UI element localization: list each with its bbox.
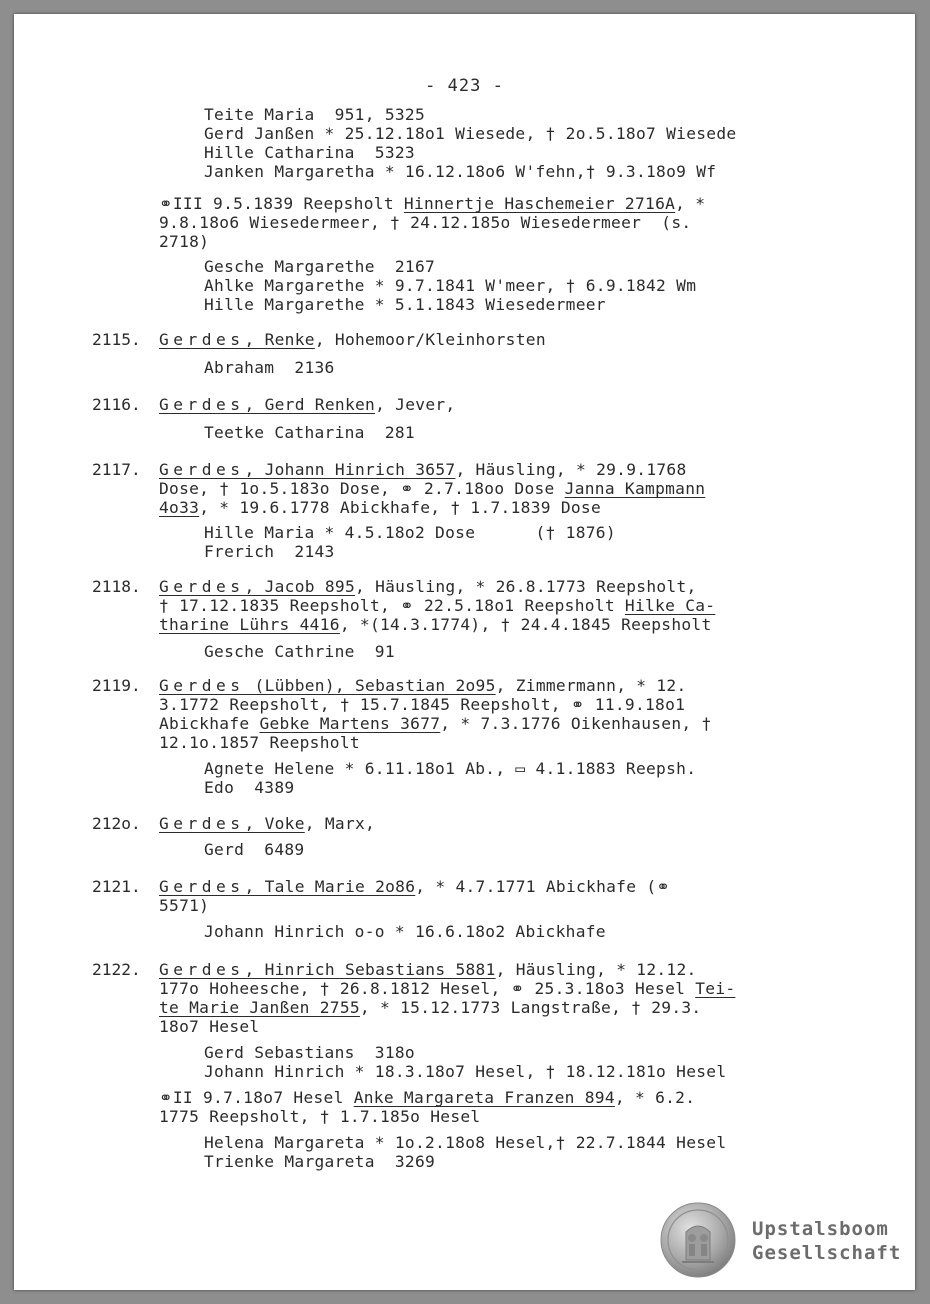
given-name: , Renke bbox=[244, 330, 315, 349]
entry-text bbox=[159, 615, 712, 635]
entry-text: , Häusling, * 29.9.1768 bbox=[455, 460, 687, 479]
given-name: (Lübben), Sebastian 2o95 bbox=[244, 676, 496, 695]
entry-text: , Häusling, * 12.12. bbox=[495, 960, 697, 979]
entry-text: , * 7.3.1776 Oikenhausen, † bbox=[440, 714, 712, 733]
child-line: Johann Hinrich o-o * 16.6.18o2 Abickhafe bbox=[204, 922, 606, 941]
society-name bbox=[752, 1217, 901, 1265]
surname: Gerdes bbox=[159, 814, 245, 833]
child-line: Ahlke Margarethe * 9.7.1841 W'meer, † 6.9.1842 Wm bbox=[204, 276, 697, 295]
page-number: - 423 - bbox=[425, 76, 504, 96]
surname: Gerdes bbox=[159, 577, 245, 596]
entry-number: 2122. bbox=[92, 960, 141, 979]
entry-text: , * 15.12.1773 Langstraße, † 29.3. bbox=[359, 998, 702, 1017]
marriage-text: ⚭II 9.7.18o7 Hesel bbox=[159, 1088, 354, 1107]
surname: Gerdes bbox=[159, 460, 245, 479]
entry-text bbox=[159, 479, 705, 499]
entry-text: 177o Hoheesche, † 26.8.1812 Hesel, ⚭ 25.3.18o3 Hesel bbox=[159, 979, 696, 998]
society-seal-icon bbox=[660, 1202, 736, 1278]
child-line: Gesche Cathrine 91 bbox=[204, 642, 395, 661]
marriage-text: ⚭III 9.5.1839 Reepsholt bbox=[159, 194, 404, 213]
entry-text bbox=[159, 714, 712, 734]
child-line: Helena Margareta * 1o.2.18o8 Hesel,† 22.7.1844 Hesel bbox=[204, 1133, 727, 1152]
child-line: Teite Maria 951, 5325 bbox=[204, 105, 426, 124]
spouse-name: tharine Lührs 4416 bbox=[159, 615, 340, 634]
child-line: Agnete Helene * 6.11.18o1 Ab., ▭ 4.1.1883 Reepsh. bbox=[204, 759, 697, 778]
society-name-line2: Gesellschaft bbox=[752, 1242, 902, 1264]
entry-number: 2116. bbox=[92, 395, 141, 414]
spouse-name: Tei- bbox=[695, 979, 736, 998]
given-name: , Johann Hinrich 3657 bbox=[244, 460, 456, 479]
society-name-line1: Upstalsboom bbox=[752, 1218, 889, 1240]
entry-text: , Hohemoor/Kleinhorsten bbox=[314, 330, 546, 349]
spouse-name: Anke Margareta Franzen 894 bbox=[353, 1088, 615, 1107]
spouse-name: Hilke Ca- bbox=[624, 596, 716, 615]
child-line: Trienke Margareta 3269 bbox=[204, 1152, 436, 1171]
entry-text: 3.1772 Reepsholt, † 15.7.1845 Reepsholt, ⚭ 11.9.18o1 bbox=[159, 695, 686, 714]
child-line: Gerd 6489 bbox=[204, 840, 305, 859]
child-line: Hille Margarethe * 5.1.1843 Wiesedermeer bbox=[204, 295, 606, 314]
spouse-name: te Marie Janßen 2755 bbox=[159, 998, 360, 1017]
child-line: Teetke Catharina 281 bbox=[204, 423, 415, 442]
entry-number: 212o. bbox=[92, 814, 141, 833]
marriage-text: , * bbox=[675, 194, 706, 213]
entry-number: 2121. bbox=[92, 877, 141, 896]
entry-number: 2117. bbox=[92, 460, 141, 479]
entry-heading bbox=[159, 395, 455, 415]
entry-text: 5571) bbox=[159, 896, 210, 915]
entry-text: , Zimmermann, * 12. bbox=[495, 676, 687, 695]
surname: Gerdes bbox=[159, 960, 245, 979]
entry-text: 18o7 Hesel bbox=[159, 1017, 260, 1036]
entry-heading bbox=[159, 877, 670, 897]
child-line: Hille Catharina 5323 bbox=[204, 143, 415, 162]
child-line: Janken Margaretha * 16.12.18o6 W'fehn,† 9.3.18o9 Wf bbox=[204, 162, 717, 181]
spouse-name: Gebke Martens 3677 bbox=[259, 714, 441, 733]
spouse-name: Hinnertje Haschemeier 2716A bbox=[403, 194, 676, 213]
child-line: Edo 4389 bbox=[204, 778, 295, 797]
marriage-line: 9.8.18o6 Wiesedermeer, † 24.12.185o Wiesedermeer (s. bbox=[159, 213, 692, 232]
entry-heading bbox=[159, 330, 546, 350]
entry-text: Abickhafe bbox=[159, 714, 260, 733]
marriage-line bbox=[159, 1088, 695, 1108]
child-line: Gerd Janßen * 25.12.18o1 Wiesede, † 2o.5.18o7 Wiesede bbox=[204, 124, 737, 143]
given-name: , Hinrich Sebastians 5881 bbox=[244, 960, 496, 979]
entry-text: , Häusling, * 26.8.1773 Reepsholt, bbox=[355, 577, 697, 596]
entry-text bbox=[159, 979, 735, 999]
child-line: Frerich 2143 bbox=[204, 542, 335, 561]
entry-number: 2115. bbox=[92, 330, 141, 349]
entry-number: 2119. bbox=[92, 676, 141, 695]
marriage-text: , * 6.2. bbox=[614, 1088, 696, 1107]
spouse-name: Janna Kampmann bbox=[564, 479, 706, 498]
entry-text: 12.1o.1857 Reepsholt bbox=[159, 733, 360, 752]
marriage-line bbox=[159, 194, 705, 214]
entry-heading bbox=[159, 577, 697, 597]
surname: Gerdes bbox=[159, 676, 245, 695]
entry-text: , Jever, bbox=[375, 395, 456, 414]
entry-number: 2118. bbox=[92, 577, 141, 596]
given-name: , Jacob 895 bbox=[244, 577, 355, 596]
entry-heading bbox=[159, 460, 687, 480]
entry-text bbox=[159, 998, 701, 1018]
entry-text: † 17.12.1835 Reepsholt, ⚭ 22.5.18o1 Reepsholt bbox=[159, 596, 625, 615]
entry-text bbox=[159, 498, 601, 518]
entry-heading bbox=[159, 814, 375, 834]
entry-text: , * 4.7.1771 Abickhafe (⚭ bbox=[415, 877, 671, 896]
surname: Gerdes bbox=[159, 395, 245, 414]
entry-heading bbox=[159, 960, 697, 980]
given-name: , Tale Marie 2o86 bbox=[244, 877, 416, 896]
child-line: Johann Hinrich * 18.3.18o7 Hesel, † 18.12.181o Hesel bbox=[204, 1062, 727, 1081]
entry-text bbox=[159, 596, 715, 616]
given-name: , Gerd Renken bbox=[244, 395, 376, 414]
entry-text: , *(14.3.1774), † 24.4.1845 Reepsholt bbox=[339, 615, 712, 634]
entry-text: , Marx, bbox=[304, 814, 376, 833]
surname: Gerdes bbox=[159, 330, 245, 349]
child-line: Gesche Margarethe 2167 bbox=[204, 257, 436, 276]
entry-text: , * 19.6.1778 Abickhafe, † 1.7.1839 Dose bbox=[199, 498, 602, 517]
child-line: Hille Maria * 4.5.18o2 Dose († 1876) bbox=[204, 523, 616, 542]
entry-heading bbox=[159, 676, 687, 696]
document-page bbox=[14, 14, 915, 1290]
spouse-name: 4o33 bbox=[159, 498, 200, 517]
surname: Gerdes bbox=[159, 877, 245, 896]
entry-text: Dose, † 1o.5.183o Dose, ⚭ 2.7.18oo Dose bbox=[159, 479, 565, 498]
marriage-line: 1775 Reepsholt, † 1.7.185o Hesel bbox=[159, 1107, 481, 1126]
child-line: Gerd Sebastians 318o bbox=[204, 1043, 415, 1062]
given-name: , Voke bbox=[244, 814, 305, 833]
marriage-line: 2718) bbox=[159, 232, 210, 251]
child-line: Abraham 2136 bbox=[204, 358, 335, 377]
